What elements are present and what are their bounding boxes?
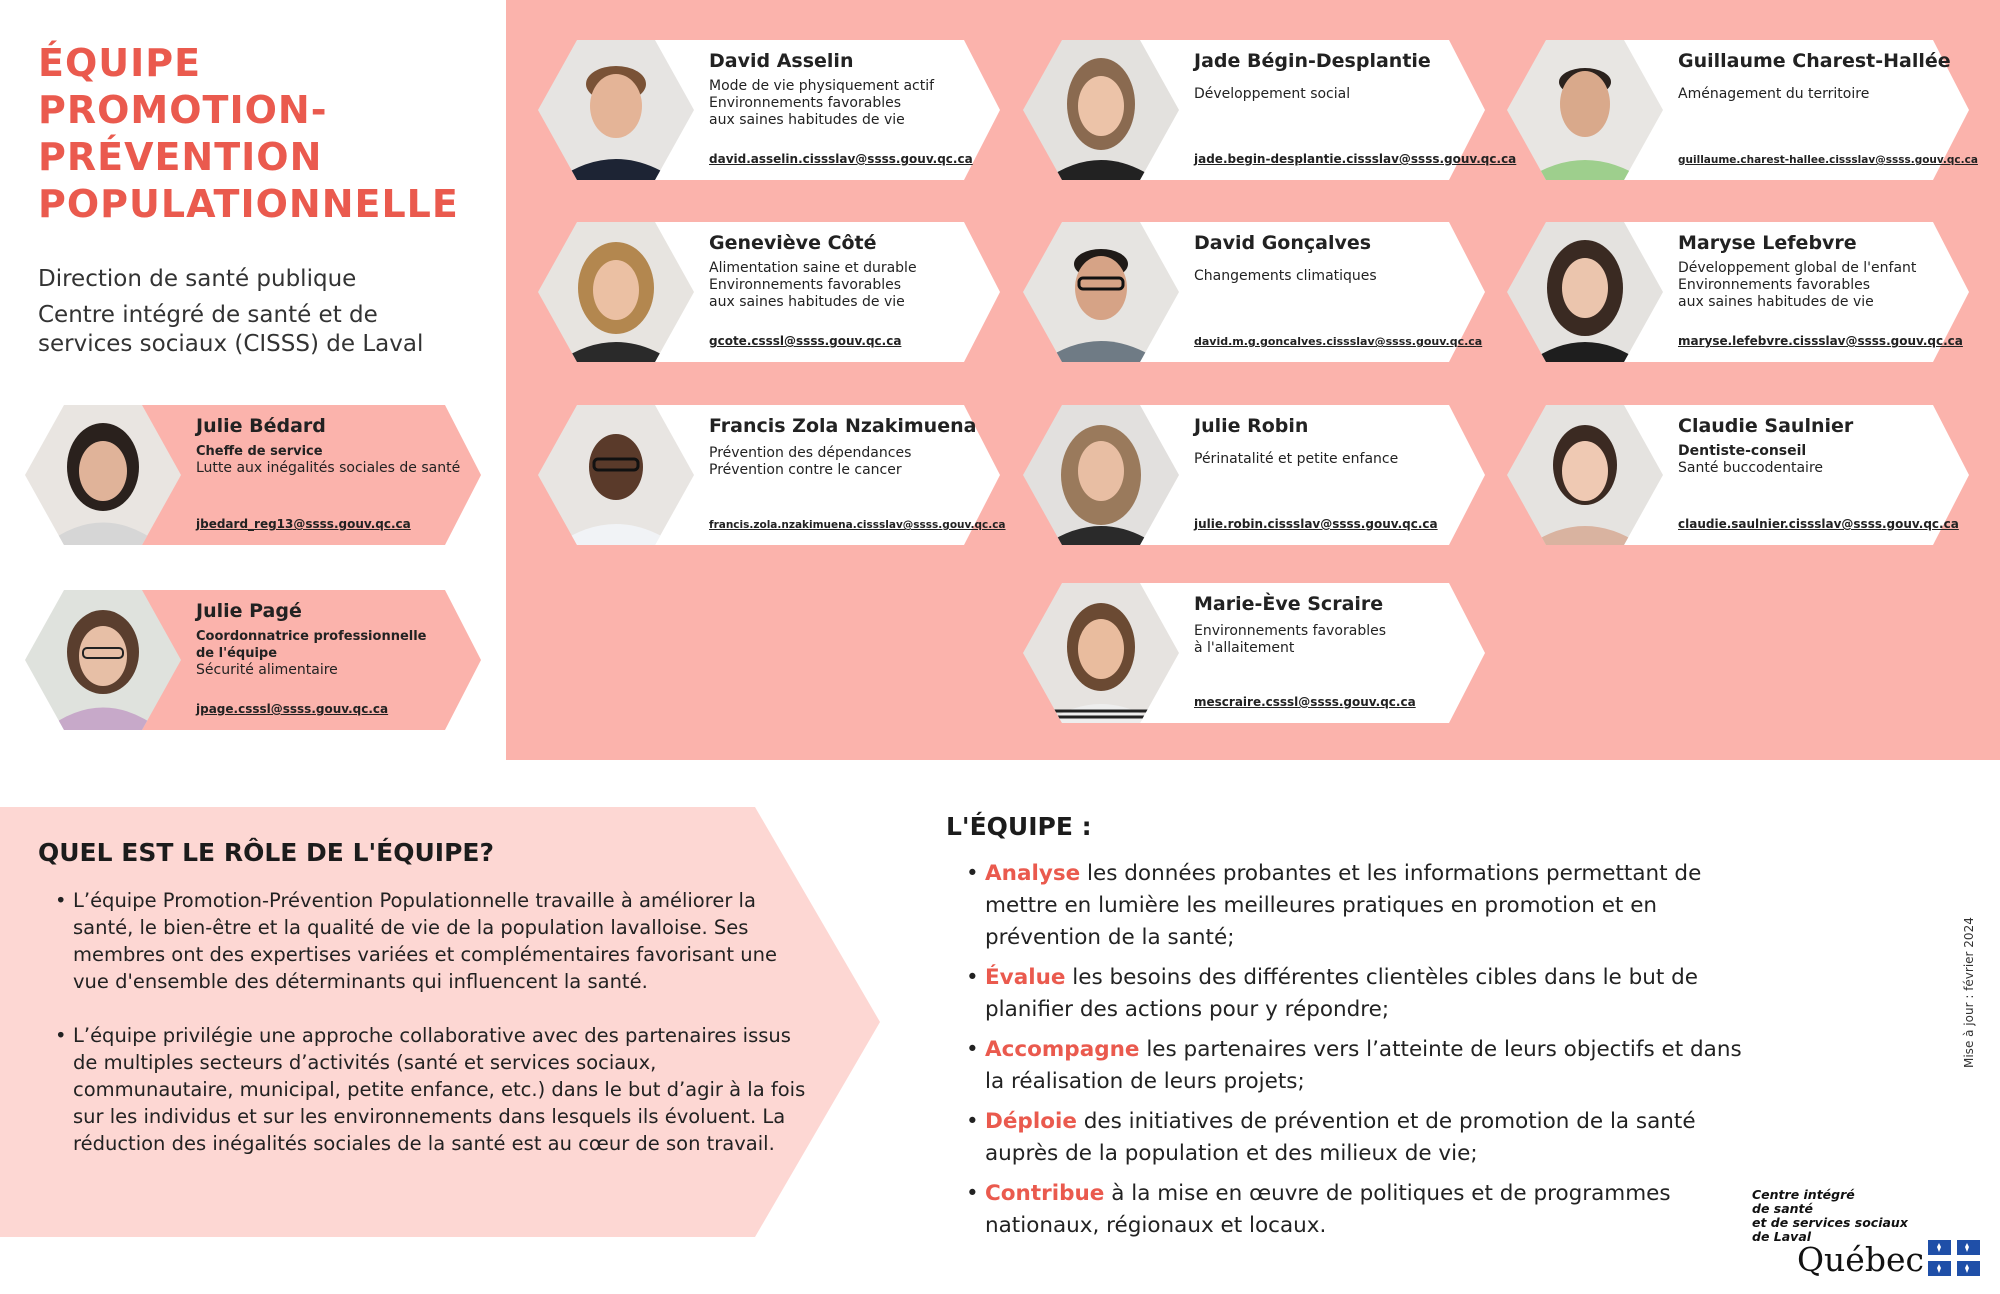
team-list (966, 858, 1746, 1250)
member-card (1023, 405, 1485, 545)
member-expertise: Environnements favorables (1678, 277, 1871, 293)
member-role: de l'équipe (196, 646, 278, 661)
list-item: • L’équipe privilégie une approche collaborative avec des partenaires issus de multiples secteurs d’activités (santé et services sociaux, communautaire, municipal, petite enfance, etc.) dans le but d’agir à la fois sur les individus et sur les environnements dans lesquels ils évoluent. La réduction des inégalités sociales de la santé est au cœur de son travail. (55, 1022, 815, 1157)
member-expertise: aux saines habitudes de vie (709, 112, 905, 128)
member-expertise: aux saines habitudes de vie (1678, 294, 1874, 310)
org-line-1: Centre intégré de santé et de (38, 302, 378, 328)
member-card (538, 405, 1006, 545)
leader-card (25, 405, 481, 545)
member-name: David Asselin (709, 50, 854, 72)
direction-label: Direction de santé publique (38, 266, 357, 292)
member-card (1507, 222, 1969, 362)
role-section-title: QUEL EST LE RÔLE DE L'ÉQUIPE? (38, 838, 494, 867)
member-expertise: Développement social (1194, 86, 1351, 102)
org-line-2: services sociaux (CISSS) de Laval (38, 331, 424, 357)
leader-card (25, 590, 481, 730)
member-card (1023, 583, 1485, 723)
member-name: Claudie Saulnier (1678, 415, 1854, 437)
email-link[interactable]: francis.zola.nzakimuena.cissslav@ssss.gouv.qc.ca (709, 519, 1006, 531)
member-expertise: Mode de vie physiquement actif (709, 78, 935, 94)
member-expertise: Lutte aux inégalités sociales de santé (196, 460, 461, 476)
member-card (538, 40, 1000, 180)
member-expertise: Environnements favorables (709, 95, 902, 111)
email-link[interactable]: jade.begin-desplantie.cissslav@ssss.gouv.qc.ca (1194, 152, 1517, 166)
member-expertise: Prévention contre le cancer (709, 462, 902, 478)
member-expertise: aux saines habitudes de vie (709, 294, 905, 310)
member-expertise: Changements climatiques (1194, 268, 1377, 284)
member-expertise: Santé buccodentaire (1678, 460, 1824, 476)
email-link[interactable]: jpage.csssl@ssss.gouv.qc.ca (196, 702, 389, 716)
member-card (1023, 40, 1517, 180)
member-expertise: Développement global de l'enfant (1678, 260, 1917, 276)
member-role: Coordonnatrice professionnelle (196, 629, 427, 644)
member-name: Marie-Ève Scraire (1194, 593, 1384, 615)
member-expertise: à l'allaitement (1194, 640, 1295, 656)
member-card (1023, 222, 1485, 362)
email-link[interactable]: david.m.g.goncalves.cissslav@ssss.gouv.qc.ca (1194, 335, 1483, 348)
action-keyword: Déploie (985, 1109, 1077, 1134)
action-keyword: Analyse (985, 861, 1081, 886)
email-link[interactable]: gcote.csssl@ssss.gouv.qc.ca (709, 334, 902, 348)
member-expertise: Prévention des dépendances (709, 445, 912, 461)
member-expertise: Environnements favorables (1194, 623, 1387, 639)
member-expertise: Environnements favorables (709, 277, 902, 293)
member-name: Julie Bédard (196, 415, 326, 437)
list-item: • Contribue à la mise en œuvre de politiques et de programmes nationaux, régionaux et locaux. (966, 1178, 1746, 1242)
member-name: David Gonçalves (1194, 232, 1372, 254)
email-link[interactable]: mescraire.csssl@ssss.gouv.qc.ca (1194, 695, 1416, 709)
member-card (538, 222, 1000, 362)
update-date: Mise à jour : février 2024 (1962, 917, 1976, 1068)
member-card (1507, 405, 1969, 545)
team-section-title: L'ÉQUIPE : (946, 812, 1092, 841)
member-name: Geneviève Côté (709, 232, 877, 254)
list-item: • Déploie des initiatives de prévention et de promotion de la santé auprès de la population et des milieux de vie; (966, 1106, 1746, 1170)
member-role: Cheffe de service (196, 444, 323, 459)
member-name: Jade Bégin-Desplantie (1194, 50, 1431, 72)
list-item: • Analyse les données probantes et les informations permettant de mettre en lumière les meilleures pratiques en promotion et en prévention de la santé; (966, 858, 1746, 954)
email-link[interactable]: claudie.saulnier.cissslav@ssss.gouv.qc.ca (1678, 517, 1959, 531)
member-name: Julie Pagé (196, 600, 302, 622)
member-expertise: Alimentation saine et durable (709, 260, 917, 276)
member-card (1507, 40, 1978, 180)
action-keyword: Accompagne (985, 1037, 1140, 1062)
member-name: Julie Robin (1194, 415, 1309, 437)
member-expertise: Sécurité alimentaire (196, 662, 338, 678)
quebec-wordmark: Québec (1797, 1240, 1924, 1279)
list-item: • Accompagne les partenaires vers l’atteinte de leurs objectifs et dans la réalisation de leurs projets; (966, 1034, 1746, 1098)
cisss-logo-text: Centre intégré de santé et de services sociaux de Laval (1752, 1187, 1908, 1244)
list-item: • L’équipe Promotion-Prévention Populationnelle travaille à améliorer la santé, le bien-être et la qualité de vie de la population lavalloise. Ses membres ont des expertises variées et complémentaires favorisant une vue d'ensemble des déterminants qui influencent la santé. (55, 887, 815, 995)
list-item: • Évalue les besoins des différentes clientèles cibles dans le but de planifier des actions pour y répondre; (966, 962, 1746, 1026)
email-link[interactable]: maryse.lefebvre.cissslav@ssss.gouv.qc.ca (1678, 334, 1963, 348)
member-role: Dentiste-conseil (1678, 443, 1807, 459)
page-title: ÉQUIPE PROMOTION- PRÉVENTION POPULATIONNELLE (38, 41, 459, 226)
email-link[interactable]: jbedard_reg13@ssss.gouv.qc.ca (196, 517, 411, 531)
role-list (55, 887, 815, 1184)
member-expertise: Périnatalité et petite enfance (1194, 451, 1399, 467)
email-link[interactable]: guillaume.charest-hallee.cissslav@ssss.gouv.qc.ca (1678, 154, 1978, 166)
action-keyword: Évalue (985, 965, 1066, 990)
email-link[interactable]: julie.robin.cissslav@ssss.gouv.qc.ca (1194, 517, 1438, 531)
quebec-flag-icon (1928, 1240, 1980, 1276)
member-name: Francis Zola Nzakimuena (709, 415, 977, 437)
member-expertise: Aménagement du territoire (1678, 86, 1870, 102)
action-keyword: Contribue (985, 1181, 1105, 1206)
member-name: Guillaume Charest-Hallée (1678, 50, 1951, 72)
member-name: Maryse Lefebvre (1678, 232, 1857, 254)
email-link[interactable]: david.asselin.cissslav@ssss.gouv.qc.ca (709, 152, 973, 166)
